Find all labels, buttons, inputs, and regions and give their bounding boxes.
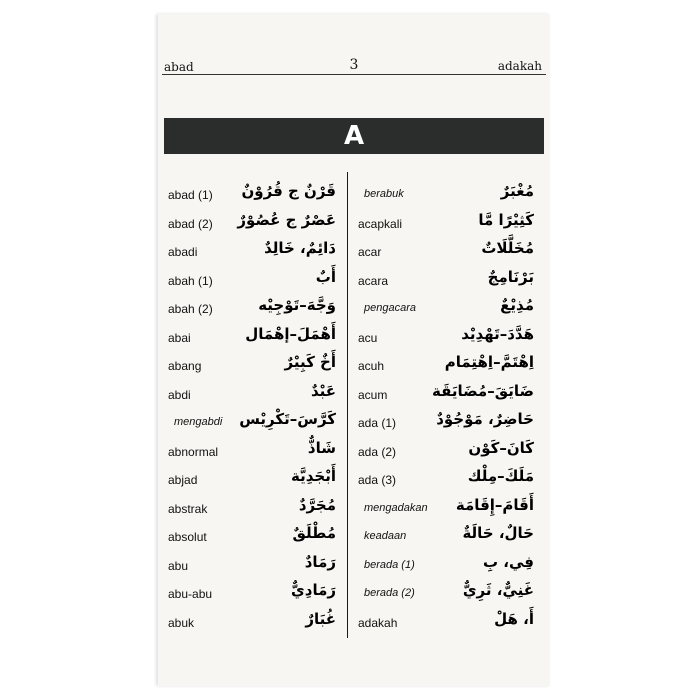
entry-arabic-translation: شَاذٌّ: [307, 438, 336, 457]
entry-row: [164, 467, 340, 496]
entry-row: [164, 410, 340, 439]
entry-arabic-translation: اِهْتَمَّ–اِهْتِمَام: [444, 353, 534, 371]
entry-row: [164, 581, 340, 610]
entry-headword: abnormal: [168, 444, 219, 459]
entry-row: [164, 382, 340, 411]
entry-headword: abang: [168, 359, 202, 373]
entry-arabic-translation: رَمَادٌ: [304, 552, 336, 571]
entry-headword: absolut: [168, 530, 207, 544]
entry-headword: abad (1): [168, 188, 213, 202]
entry-row: [354, 211, 538, 240]
entry-row: [164, 182, 340, 211]
entry-row: [354, 268, 538, 297]
entry-row: [354, 353, 538, 382]
entry-row: [164, 610, 340, 639]
entry-row: [354, 553, 538, 582]
entry-arabic-translation: مُذِيْعٌ: [500, 296, 534, 314]
entry-arabic-translation: مُطْلَقٌ: [292, 524, 336, 542]
entry-headword: berada (1): [364, 558, 415, 571]
header-rule: [162, 74, 546, 75]
entry-headword: abu-abu: [168, 587, 213, 601]
entry-headword: berabuk: [364, 188, 404, 200]
entry-headword: abjad: [168, 473, 198, 487]
entry-arabic-translation: غُبَارٌ: [305, 609, 336, 628]
entry-arabic-translation: حَاضِرٌ، مَوْجُوْدٌ: [436, 410, 534, 428]
entry-row: [354, 524, 538, 553]
entry-row: [354, 581, 538, 610]
entry-headword: ada (2): [358, 444, 397, 459]
entry-headword: berada (2): [364, 587, 415, 599]
entry-row: [354, 410, 538, 439]
entry-row: [354, 610, 538, 639]
entry-headword: ada (1): [358, 416, 397, 430]
entry-row: [164, 325, 340, 354]
entry-arabic-translation: أَبْجَدِيَّة: [291, 467, 336, 485]
entry-arabic-translation: عَبْدٌ: [310, 381, 336, 400]
entry-headword: abadi: [168, 245, 198, 259]
entry-headword: abah (2): [168, 302, 213, 316]
entry-headword: abstrak: [168, 501, 208, 516]
dictionary-page: [158, 14, 550, 686]
column-divider: [347, 172, 348, 638]
entry-arabic-translation: دَائِمٌ، خَالِدٌ: [264, 239, 336, 257]
entry-arabic-translation: بَرْنَامِجٌ: [487, 267, 534, 286]
entry-row: [164, 268, 340, 297]
entry-headword: abu: [168, 558, 189, 573]
entry-arabic-translation: وَجَّهَ–تَوْجِيْه: [258, 296, 336, 314]
entry-headword: acu: [358, 330, 378, 345]
left-column: [164, 182, 340, 638]
page-header: [158, 50, 550, 74]
entry-row: [164, 439, 340, 468]
left-guide-word: abad: [164, 60, 194, 74]
entry-arabic-translation: كَثِيْرًا مَّا: [478, 210, 534, 229]
entry-headword: mengabdi: [174, 416, 223, 428]
entry-row: [164, 211, 340, 240]
entry-arabic-translation: رَمَادِيٌّ: [291, 581, 336, 599]
entry-row: [164, 496, 340, 525]
entry-headword: acum: [358, 387, 388, 402]
entry-arabic-translation: ضَايَقَ–مُضَايَقَة: [431, 381, 534, 400]
entry-headword: acapkali: [358, 216, 403, 231]
page-number: 3: [349, 57, 359, 73]
entry-row: [354, 182, 538, 211]
entry-headword: abuk: [168, 615, 195, 630]
entry-row: [164, 353, 340, 382]
entry-arabic-translation: كَرَّسَ–تَكْرِيْس: [239, 410, 336, 428]
entry-headword: acara: [358, 273, 389, 288]
entry-headword: mengadakan: [364, 501, 428, 514]
entry-row: [354, 496, 538, 525]
section-letter: A: [343, 121, 365, 151]
entry-headword: keadaan: [364, 530, 407, 542]
entry-row: [164, 296, 340, 325]
entry-arabic-translation: كَانَ–كَوْن: [468, 438, 534, 457]
entry-arabic-translation: أَخٌ كَبِيْرٌ: [284, 353, 336, 371]
entry-arabic-translation: غَنِيٌّ، ثَرِيٌّ: [462, 581, 534, 599]
entry-headword: abai: [168, 330, 191, 345]
right-column: [354, 182, 538, 638]
entry-headword: adakah: [358, 615, 398, 630]
entry-row: [164, 524, 340, 553]
entry-row: [354, 239, 538, 268]
entry-arabic-translation: أَهْمَلَ–إهْمَال: [245, 324, 336, 343]
entry-arabic-translation: أَقَامَ–إِقَامَة: [455, 495, 534, 514]
entry-headword: pengacara: [364, 302, 416, 314]
entry-arabic-translation: أَبٌ: [315, 267, 336, 286]
entry-headword: acar: [358, 245, 382, 259]
entry-headword: abah (1): [168, 273, 213, 288]
entry-arabic-translation: فِي، بِ: [483, 552, 534, 571]
entry-arabic-translation: أَ، هَلْ: [494, 609, 534, 628]
entry-row: [164, 239, 340, 268]
entry-row: [354, 296, 538, 325]
entry-arabic-translation: حَالٌ، حَالَةٌ: [462, 524, 534, 542]
entry-arabic-translation: مُغْبَرٌ: [500, 182, 534, 200]
entry-row: [354, 325, 538, 354]
entry-arabic-translation: هَدَّدَ–تَهْدِيْد: [461, 324, 534, 343]
entry-row: [164, 553, 340, 582]
entry-headword: ada (3): [358, 473, 397, 487]
entry-arabic-translation: مُخَلَّلَاتٌ: [481, 239, 534, 257]
section-banner: [164, 118, 544, 154]
entry-arabic-translation: قَرْنٌ ج قُرُوْنٌ: [241, 182, 336, 200]
entry-row: [354, 467, 538, 496]
entry-row: [354, 439, 538, 468]
entry-headword: abdi: [168, 387, 191, 402]
entry-row: [354, 382, 538, 411]
entry-arabic-translation: مُجَرَّدٌ: [298, 495, 336, 514]
entry-arabic-translation: مَلَكَ–مِلْك: [467, 467, 534, 485]
right-guide-word: adakah: [497, 59, 542, 73]
entry-headword: acuh: [358, 359, 385, 373]
entry-headword: abad (2): [168, 216, 213, 231]
entry-arabic-translation: عَصْرٌ ج عُصُوْرٌ: [237, 210, 336, 229]
